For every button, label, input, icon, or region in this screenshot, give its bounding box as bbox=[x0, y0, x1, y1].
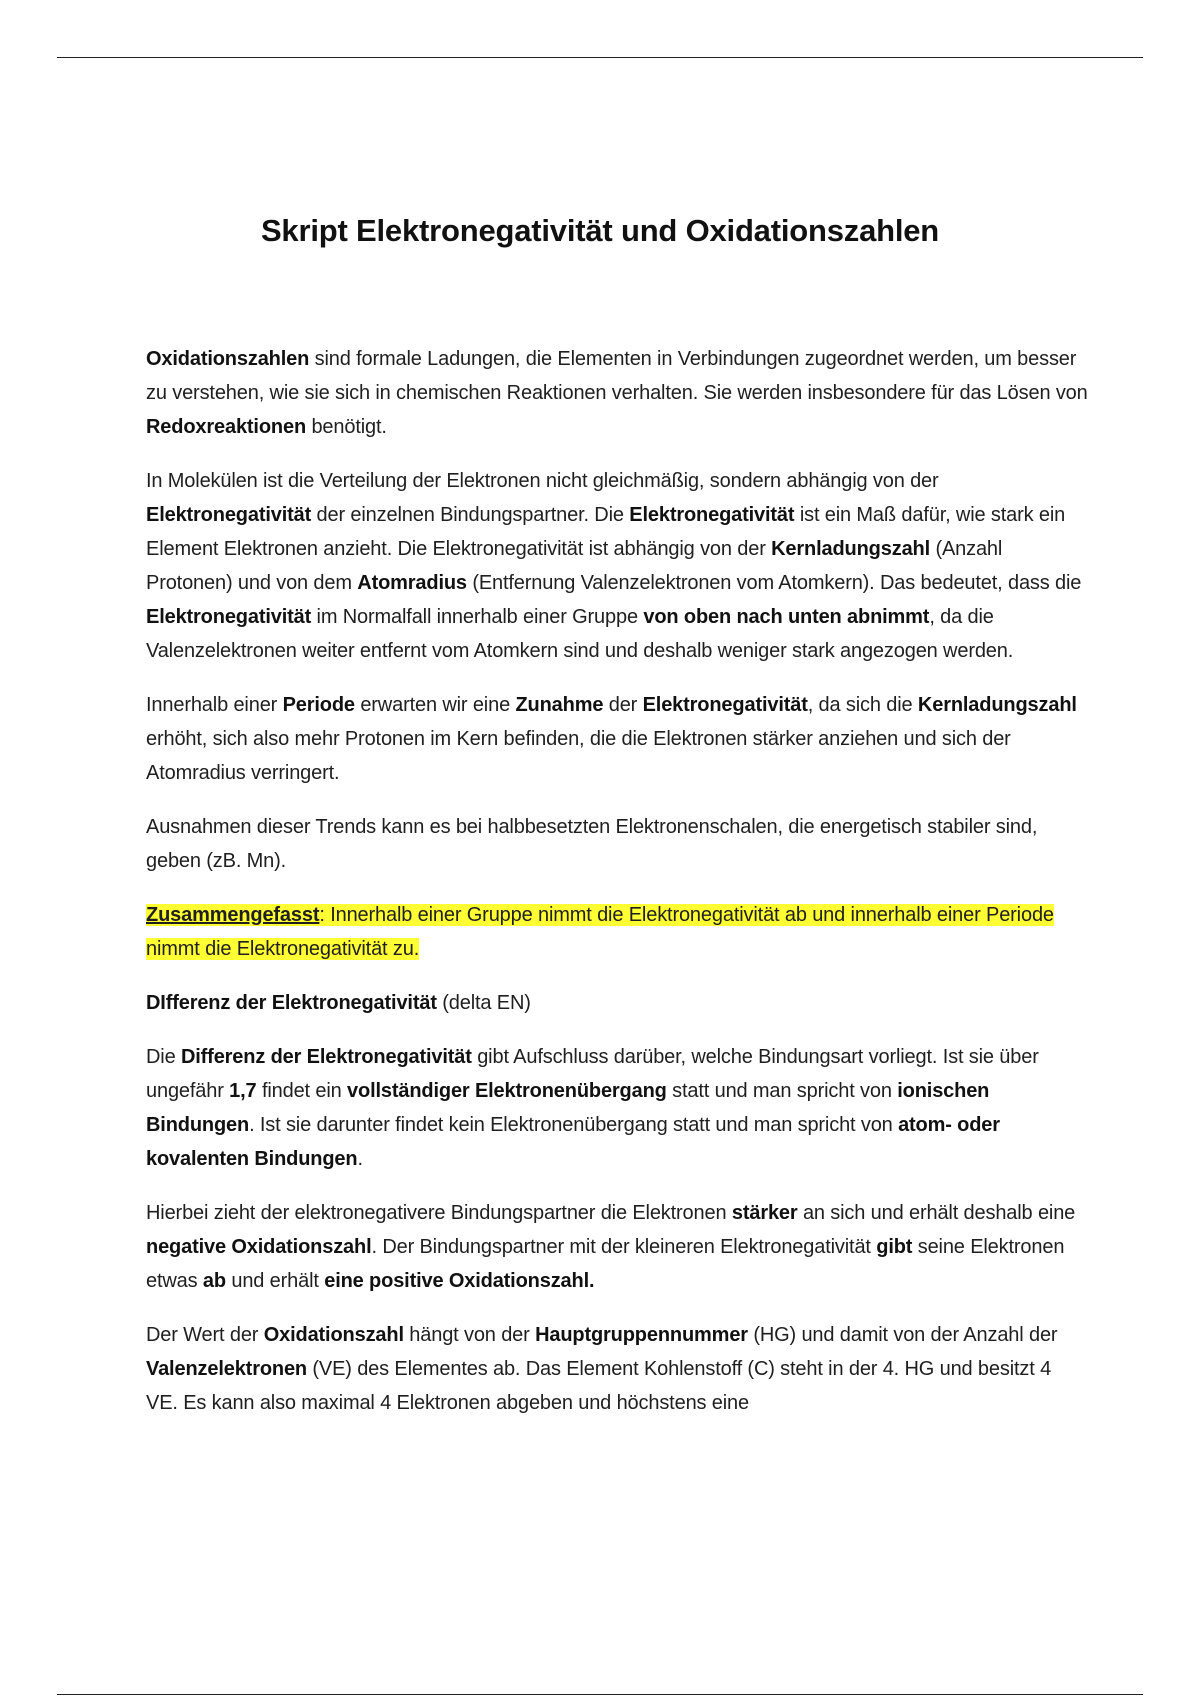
paragraph-group-1 bbox=[146, 342, 1088, 878]
bold-term: stärker bbox=[731, 1202, 798, 1224]
text-run: der bbox=[603, 694, 643, 716]
bold-term: Kernladungszahl bbox=[917, 694, 1077, 716]
text-run: , da die Valenzelektronen weiter entfernt vom Atomkern sind und deshalb weniger stark angezogen werden. bbox=[146, 606, 1014, 662]
bold-term: 1,7 bbox=[229, 1080, 257, 1102]
text-run: hängt von der bbox=[403, 1324, 536, 1346]
text-run: an sich und erhält deshalb eine bbox=[797, 1202, 1076, 1224]
text-run: gibt Aufschluss darüber, welche Bindungsart vorliegt. Ist sie über ungefähr bbox=[146, 1046, 1039, 1102]
paragraph bbox=[146, 986, 1088, 1020]
bold-term: Elektronegativität bbox=[629, 504, 795, 526]
text-run: , da sich die bbox=[807, 694, 918, 716]
text-run: ist ein Maß dafür, wie stark ein Element Elektronen anzieht. Die Elektronegativität ist abhängig von der bbox=[146, 504, 1066, 560]
text-run: Der Wert der bbox=[146, 1324, 264, 1346]
bold-term: eine positive Oxidationszahl. bbox=[324, 1270, 595, 1292]
document-title: Skript Elektronegativität und Oxidationszahlen bbox=[260, 213, 940, 248]
document-body bbox=[146, 342, 1088, 1440]
top-rule bbox=[57, 57, 1143, 58]
paragraph bbox=[146, 342, 1088, 444]
paragraph-group-2 bbox=[146, 986, 1088, 1420]
summary-text: : Innerhalb einer Gruppe nimmt die Elektronegativität ab und innerhalb einer Periode nimmt die Elektronegativität zu. bbox=[146, 904, 1054, 960]
text-run: (VE) des Elementes ab. Das Element Kohlenstoff (C) steht in der 4. HG und besitzt 4 VE. Es kann also maximal 4 Elektronen abgeben und höchstens eine bbox=[146, 1358, 1052, 1414]
bold-term: ionischen Bindungen bbox=[146, 1080, 990, 1136]
text-run: benötigt. bbox=[306, 416, 387, 438]
text-run: Die bbox=[146, 1046, 181, 1068]
bold-term: Zunahme bbox=[515, 694, 604, 716]
text-run: . Ist sie darunter findet kein Elektronenübergang statt und man spricht von bbox=[249, 1114, 899, 1136]
text-run: und erhält bbox=[225, 1270, 325, 1292]
summary-label: Zusammengefasst bbox=[146, 904, 320, 926]
text-run: (Entfernung Valenzelektronen vom Atomkern). Das bedeutet, dass die bbox=[466, 572, 1082, 594]
text-run: erhöht, sich also mehr Protonen im Kern befinden, die die Elektronen stärker anziehen und sich der Atomradius verringert. bbox=[146, 728, 1011, 784]
paragraph bbox=[146, 1318, 1088, 1420]
bold-term: Oxidationszahl bbox=[263, 1324, 404, 1346]
text-run: erwarten wir eine bbox=[354, 694, 516, 716]
paragraph bbox=[146, 810, 1088, 878]
text-run: sind formale Ladungen, die Elementen in Verbindungen zugeordnet werden, um besser zu verstehen, wie sie sich in chemischen Reaktionen verhalten. Sie werden insbesondere für das Lösen von bbox=[146, 348, 1088, 404]
bold-term: Elektronegativität bbox=[146, 606, 312, 628]
bold-term: Hauptgruppennummer bbox=[535, 1324, 748, 1346]
bold-term: Kernladungszahl bbox=[771, 538, 931, 560]
text-run: (Anzahl Protonen) und von dem bbox=[146, 538, 1003, 594]
text-run: (delta EN) bbox=[436, 992, 531, 1014]
text-run: seine Elektronen etwas bbox=[146, 1236, 1065, 1292]
text-run: findet ein bbox=[256, 1080, 348, 1102]
paragraph bbox=[146, 464, 1088, 668]
bold-term: negative Oxidationszahl bbox=[146, 1236, 372, 1258]
text-run: Innerhalb einer bbox=[146, 694, 283, 716]
text-run: (HG) und damit von der Anzahl der bbox=[747, 1324, 1058, 1346]
bold-term: von oben nach unten abnimmt bbox=[643, 606, 930, 628]
bold-term: vollständiger Elektronenübergang bbox=[347, 1080, 667, 1102]
bold-term: Redoxreaktionen bbox=[146, 416, 307, 438]
text-run: statt und man spricht von bbox=[666, 1080, 898, 1102]
bold-term: Valenzelektronen bbox=[146, 1358, 307, 1380]
text-run: im Normalfall innerhalb einer Gruppe bbox=[311, 606, 644, 628]
paragraph bbox=[146, 688, 1088, 790]
bold-term: atom- oder kovalenten Bindungen bbox=[146, 1114, 1000, 1170]
text-run: In Molekülen ist die Verteilung der Elektronen nicht gleichmäßig, sondern abhängig von der bbox=[146, 470, 939, 492]
text-run: der einzelnen Bindungspartner. Die bbox=[311, 504, 630, 526]
bold-term: Periode bbox=[282, 694, 355, 716]
bold-term: ab bbox=[202, 1270, 226, 1292]
bold-term: Elektronegativität bbox=[146, 504, 312, 526]
text-run: . Der Bindungspartner mit der kleineren Elektronegativität bbox=[371, 1236, 877, 1258]
bold-term: DIfferenz der Elektronegativität bbox=[146, 992, 437, 1014]
text-run: Ausnahmen dieser Trends kann es bei halbbesetzten Elektronenschalen, die energetisch stabiler sind, geben (zB. Mn). bbox=[146, 816, 1038, 872]
bold-term: Atomradius bbox=[357, 572, 467, 594]
summary-paragraph bbox=[146, 898, 1088, 966]
bold-term: Oxidationszahlen bbox=[146, 348, 310, 370]
text-run: Hierbei zieht der elektronegativere Bindungspartner die Elektronen bbox=[146, 1202, 732, 1224]
text-run: . bbox=[357, 1148, 363, 1170]
bold-term: Elektronegativität bbox=[642, 694, 808, 716]
paragraph bbox=[146, 1040, 1088, 1176]
bottom-rule bbox=[57, 1694, 1143, 1695]
paragraph bbox=[146, 1196, 1088, 1298]
summary-highlight bbox=[146, 904, 1054, 960]
bold-term: Differenz der Elektronegativität bbox=[180, 1046, 472, 1068]
bold-term: gibt bbox=[876, 1236, 913, 1258]
